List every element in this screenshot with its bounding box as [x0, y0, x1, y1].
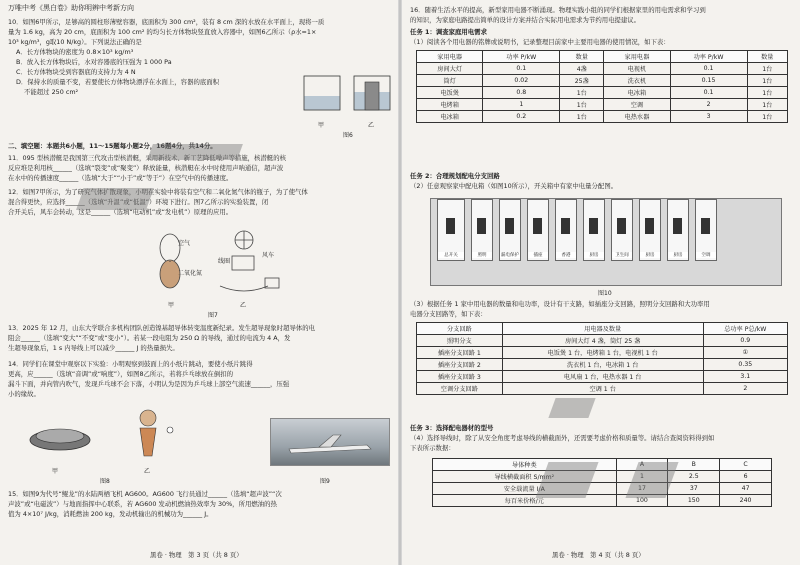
- table-cell: 电视机: [604, 63, 670, 75]
- column-header: 用电器及数量: [502, 323, 703, 335]
- table-cell: 2: [670, 99, 747, 111]
- branch-circuit-table: [416, 322, 788, 395]
- figure-8-drawing: [20, 404, 200, 464]
- breaker-branch: 香港: [555, 199, 577, 261]
- left-page-footer: 黑卷 · 物理 第 3 页（共 8 页）: [150, 551, 243, 559]
- table-cell: 插座分支回路 2: [417, 359, 503, 371]
- table-row: [417, 371, 788, 383]
- table-cell: 6: [720, 471, 772, 483]
- breaker-kitchen-2: 厨房: [639, 199, 661, 261]
- table-cell: 电热水器: [604, 111, 670, 123]
- table-row: [417, 99, 788, 111]
- q12-line: 混合得更快，应选择______（选填“升温”或“低温”）环境下进行。图7乙所示的实验装置，闭: [8, 198, 269, 206]
- breaker-lighting: 照明: [471, 199, 493, 261]
- appliance-table: [416, 50, 788, 123]
- column-header: C: [720, 459, 772, 471]
- figure-8-caption: 图8: [100, 478, 110, 485]
- task-2-desc: （2）任意观察家中配电箱（如图10所示），开关箱中有家中电量分配图。: [410, 182, 618, 190]
- q10-option-a: A．长方体物块的密度为 0.8×10³ kg/m³: [16, 48, 134, 56]
- q15-line: 声波”或“电磁波”）与地面指挥中心联系，若 AG600 发动机燃油热效率为 30%，所用燃油的热: [8, 500, 277, 508]
- table-cell: 1台: [560, 99, 604, 111]
- column-header: B: [668, 459, 720, 471]
- q11-line: 反应堆是利用核______（选填“裂变”或“聚变”）释放能量，核潜艇在水中时使用声呐通信，超声波: [8, 164, 284, 172]
- table-cell: 0.9: [703, 335, 787, 347]
- table-cell: 0.1: [483, 63, 560, 75]
- table-row: [433, 471, 772, 483]
- table-cell: ①: [703, 347, 787, 359]
- figure-7-caption: 图7: [208, 312, 218, 319]
- q12-line: 合开关后，风车会转动，这是______（选填“电动机”或“发电机”）原理的应用。: [8, 208, 233, 216]
- table-cell: 1台: [747, 63, 787, 75]
- table-row: [417, 383, 788, 395]
- q15-line: 15．如图9为代号“鲲龙”的水陆两栖飞机 AG600。AG600 飞行员通过______（选填“超声波”“次: [8, 490, 282, 498]
- table-cell: 1: [616, 471, 668, 483]
- table-cell: 空调 1 台: [502, 383, 703, 395]
- table-cell: 3: [670, 111, 747, 123]
- q14-line: 小的缘故。: [8, 390, 40, 398]
- q4-line: （4）选择导线时，除了从安全角度考虑导线的横截面外，还需要考虑价格和质量等。请结合查阅资料得到如: [410, 434, 715, 442]
- table-cell: 洗衣机 1 台，电冰箱 1 台: [502, 359, 703, 371]
- task-1-heading: 任务 1：调查家庭用电需求: [410, 28, 487, 36]
- scan-shading: [76, 188, 154, 210]
- q4-line: 下表所示数据：: [410, 444, 455, 452]
- figure-7-label-coil: 线圈: [218, 258, 231, 265]
- figure-7-label-windmill: 风车: [262, 252, 275, 259]
- q11-line: 11．095 型核潜艇是我国第三代攻击型核潜艇，采用新技术、新工艺降低噪声等措施，核潜艇的核: [8, 154, 286, 162]
- breaker-main: 总开关: [437, 199, 465, 261]
- table-cell: 0.15: [670, 75, 747, 87]
- figure-7-label-a: 甲: [168, 302, 175, 309]
- column-header: 家用电器: [604, 51, 670, 63]
- table-cell: 电冰箱: [417, 111, 483, 123]
- table-cell: 房间大灯 4 盏，筒灯 25 盏: [502, 335, 703, 347]
- q10-line: 10³ kg/m³，g取10 N/kg）。下列说法正确的是: [8, 38, 142, 46]
- table-cell: 0.1: [670, 63, 747, 75]
- figure-10-caption: 图10: [598, 290, 612, 297]
- table-cell: 0.1: [670, 87, 747, 99]
- figure-10-panel: [430, 198, 782, 286]
- table-row: [417, 347, 788, 359]
- table-row: [433, 495, 772, 507]
- column-header: 功率 P/kW: [483, 51, 560, 63]
- wire-spec-table: [432, 458, 772, 507]
- table-cell: 1台: [560, 87, 604, 99]
- q13-line: 阻会______（选填“变大”“不变”或“变小”）。若某一段电阻为 250 Ω 的导线，通过的电流为 4 A，发: [8, 334, 291, 342]
- column-header: 总功率 P总/kW: [703, 323, 787, 335]
- figure-9-caption: 图9: [320, 478, 330, 485]
- q10-option-b: B．放入长方体物块后，水对容器底的压强为 1 000 Pa: [16, 58, 172, 66]
- q14-line: 更高，应______（选填“音调”或“响度”），如图8乙所示，若将乒乓球放在倒扣的: [8, 370, 233, 378]
- table-header-row: [433, 459, 772, 471]
- q12-line: 12．如图7甲所示，为了研究气体扩散现象，小明在实验中将装有空气和二氧化氮气体的瓶子，为了使气体: [8, 188, 308, 196]
- breaker-leakage: 漏电保护: [499, 199, 521, 261]
- figure-9-photo: [270, 418, 390, 466]
- figure-6-drawing: [298, 72, 394, 120]
- figure-7-label-b: 乙: [240, 302, 247, 309]
- column-header: A: [616, 459, 668, 471]
- table-row: [417, 75, 788, 87]
- q16-intro-line: 16．随着生活水平的提高，新型家用电器不断涌现。物理实践小组的同学们根据家里的用电需求和学习到: [410, 6, 706, 14]
- breaker-ac: 空调: [695, 199, 717, 261]
- table-cell: 0.8: [483, 87, 560, 99]
- column-header: 功率 P/kW: [670, 51, 747, 63]
- table-row: [417, 359, 788, 371]
- table-row: [417, 87, 788, 99]
- column-header: 导体种类: [433, 459, 617, 471]
- right-page-footer: 黑卷 · 物理 第 4 页（共 8 页）: [552, 551, 645, 559]
- column-header: 数量: [747, 51, 787, 63]
- table-cell: 1台: [747, 99, 787, 111]
- figure-8-label-a: 甲: [52, 468, 59, 475]
- table-cell: 空调分支回路: [417, 383, 503, 395]
- table-cell: 47: [720, 483, 772, 495]
- q10-line: 量为 1.6 kg，高为 20 cm，底面积为 100 cm² 的均匀长方体物块竖直放入容器中，如图6乙所示（ρ水=1×: [8, 28, 317, 36]
- table-row: [417, 111, 788, 123]
- scan-shading: [147, 144, 243, 160]
- q10-option-c: C．长方体物块受到容器底的支持力为 4 N: [16, 68, 136, 76]
- column-header: 家用电器: [417, 51, 483, 63]
- table-cell: 插座分支回路 3: [417, 371, 503, 383]
- table-cell: 17: [616, 483, 668, 495]
- table-cell: 240: [720, 495, 772, 507]
- table-cell: 电冰箱: [604, 87, 670, 99]
- table-cell: 2.5: [668, 471, 720, 483]
- figure-8-label-b: 乙: [144, 468, 151, 475]
- q14-line: 漏斗下面，并向管内吹气，发现乒乓球不会下落，小明认为是因为乒乓球上部空气流速______，压强: [8, 380, 290, 388]
- task-2-heading: 任务 2：合理规划配电分支回路: [410, 172, 500, 180]
- q10-option-d: D．保持水的质量不变，若要使长方体物块漂浮在水面上，容器的底面积: [16, 78, 220, 86]
- task-1-desc: （1）阅读各个用电器的铭牌或说明书，记录整理目前家中主要用电器的使用情况，如下表：: [410, 38, 670, 46]
- figure-6-label-a: 甲: [318, 122, 325, 129]
- breaker-kitchen: 厨房: [583, 199, 605, 261]
- figure-6-label-b: 乙: [368, 122, 375, 129]
- table-cell: 1台: [747, 87, 787, 99]
- table-cell: 电饭煲: [417, 87, 483, 99]
- table-cell: 4盏: [560, 63, 604, 75]
- breaker-bathroom: 卫生间: [611, 199, 633, 261]
- column-header: 数量: [560, 51, 604, 63]
- breaker-socket: 插座: [527, 199, 549, 261]
- table-cell: 导线横截面积 S/mm²: [433, 471, 617, 483]
- q3-line: 电器分支回路等，如下表：: [410, 310, 487, 318]
- section-2-heading: 二、填空题：本题共6小题，11～15题每小题2分，16题4分，共14分。: [8, 142, 217, 150]
- q13-line: 13．2025 年 12 月，山东大学联合多机构团队创造镍基超导体转变温度新纪录。发生超导现象时超导体的电: [8, 324, 316, 332]
- table-cell: 150: [668, 495, 720, 507]
- table-cell: 100: [616, 495, 668, 507]
- table-cell: 洗衣机: [604, 75, 670, 87]
- figure-7-drawing: [140, 226, 300, 304]
- table-cell: 房间大灯: [417, 63, 483, 75]
- figure-7-label-air: 空气: [178, 240, 191, 247]
- breaker-kitchen-3: 厨房: [667, 199, 689, 261]
- table-cell: 每百米价格/元: [433, 495, 617, 507]
- q10-option-d-cont: 不能超过 250 cm²: [24, 88, 79, 96]
- table-cell: 0.02: [483, 75, 560, 87]
- table-cell: 0.35: [703, 359, 787, 371]
- table-cell: 1台: [747, 75, 787, 87]
- table-cell: 插座分支回路 1: [417, 347, 503, 359]
- left-page: [0, 0, 398, 565]
- table-cell: 3.1: [703, 371, 787, 383]
- page-header: 万唯中考《黑白卷》助你明辨中考新方向: [8, 4, 134, 12]
- table-header-row: [417, 51, 788, 63]
- figure-7-label-no2: 二氧化氮: [178, 270, 203, 277]
- q10-line: 10．如图6甲所示，足够高的圆柱形薄壁容器，底面积为 300 cm²，装有 8 cm 深的水放在水平面上，现将一质: [8, 18, 325, 26]
- task-3-heading: 任务 3：选择配电器材的型号: [410, 424, 494, 432]
- figure-6-caption: 图6: [343, 132, 353, 139]
- table-cell: 电烤箱: [417, 99, 483, 111]
- q11-line: 在水中的传播速度______（选填“大于”“小于”或“等于”）在空气中的传播速度。: [8, 174, 233, 182]
- q3-line: （3）根据任务 1 家中用电器的数量和电功率，设计有干支路，如插座分支回路，照明分支回路和大功率用: [410, 300, 710, 308]
- table-cell: 1台: [747, 111, 787, 123]
- q13-line: 生超导现象后，1 s 内导线上可以减少______ J 的热量损失。: [8, 344, 179, 352]
- column-header: 分支回路: [417, 323, 503, 335]
- table-cell: 照明分支: [417, 335, 503, 347]
- table-cell: 37: [668, 483, 720, 495]
- table-row: [417, 335, 788, 347]
- table-cell: 电风扇 1 台，电热水器 1 台: [502, 371, 703, 383]
- q15-line: 值为 4×10⁷ J/kg，消耗燃油 200 kg，发动机输出的机械功为______ J。: [8, 510, 213, 518]
- right-page: [402, 0, 800, 565]
- table-cell: 0.2: [483, 111, 560, 123]
- table-cell: 筒灯: [417, 75, 483, 87]
- scan-shading: [548, 398, 595, 418]
- seaplane-drawing: [271, 419, 389, 465]
- table-row: [417, 63, 788, 75]
- table-cell: 1: [483, 99, 560, 111]
- table-cell: 空调: [604, 99, 670, 111]
- q16-intro-line: 的知识，为家庭电路提出简单的设计方案并结合实际用电需求为节约用电提建议。: [410, 16, 641, 24]
- table-cell: 安全载流量 I/A: [433, 483, 617, 495]
- table-cell: 电饭煲 1 台，电烤箱 1 台，电视机 1 台: [502, 347, 703, 359]
- q14-line: 14．同学们在课堂中观察以下实验：小明观察到鼓面上的小纸片跳动，要使小纸片跳得: [8, 360, 253, 368]
- table-cell: 25盏: [560, 75, 604, 87]
- table-row: [433, 483, 772, 495]
- table-cell: 1台: [560, 111, 604, 123]
- table-header-row: [417, 323, 788, 335]
- table-cell: 2: [703, 383, 787, 395]
